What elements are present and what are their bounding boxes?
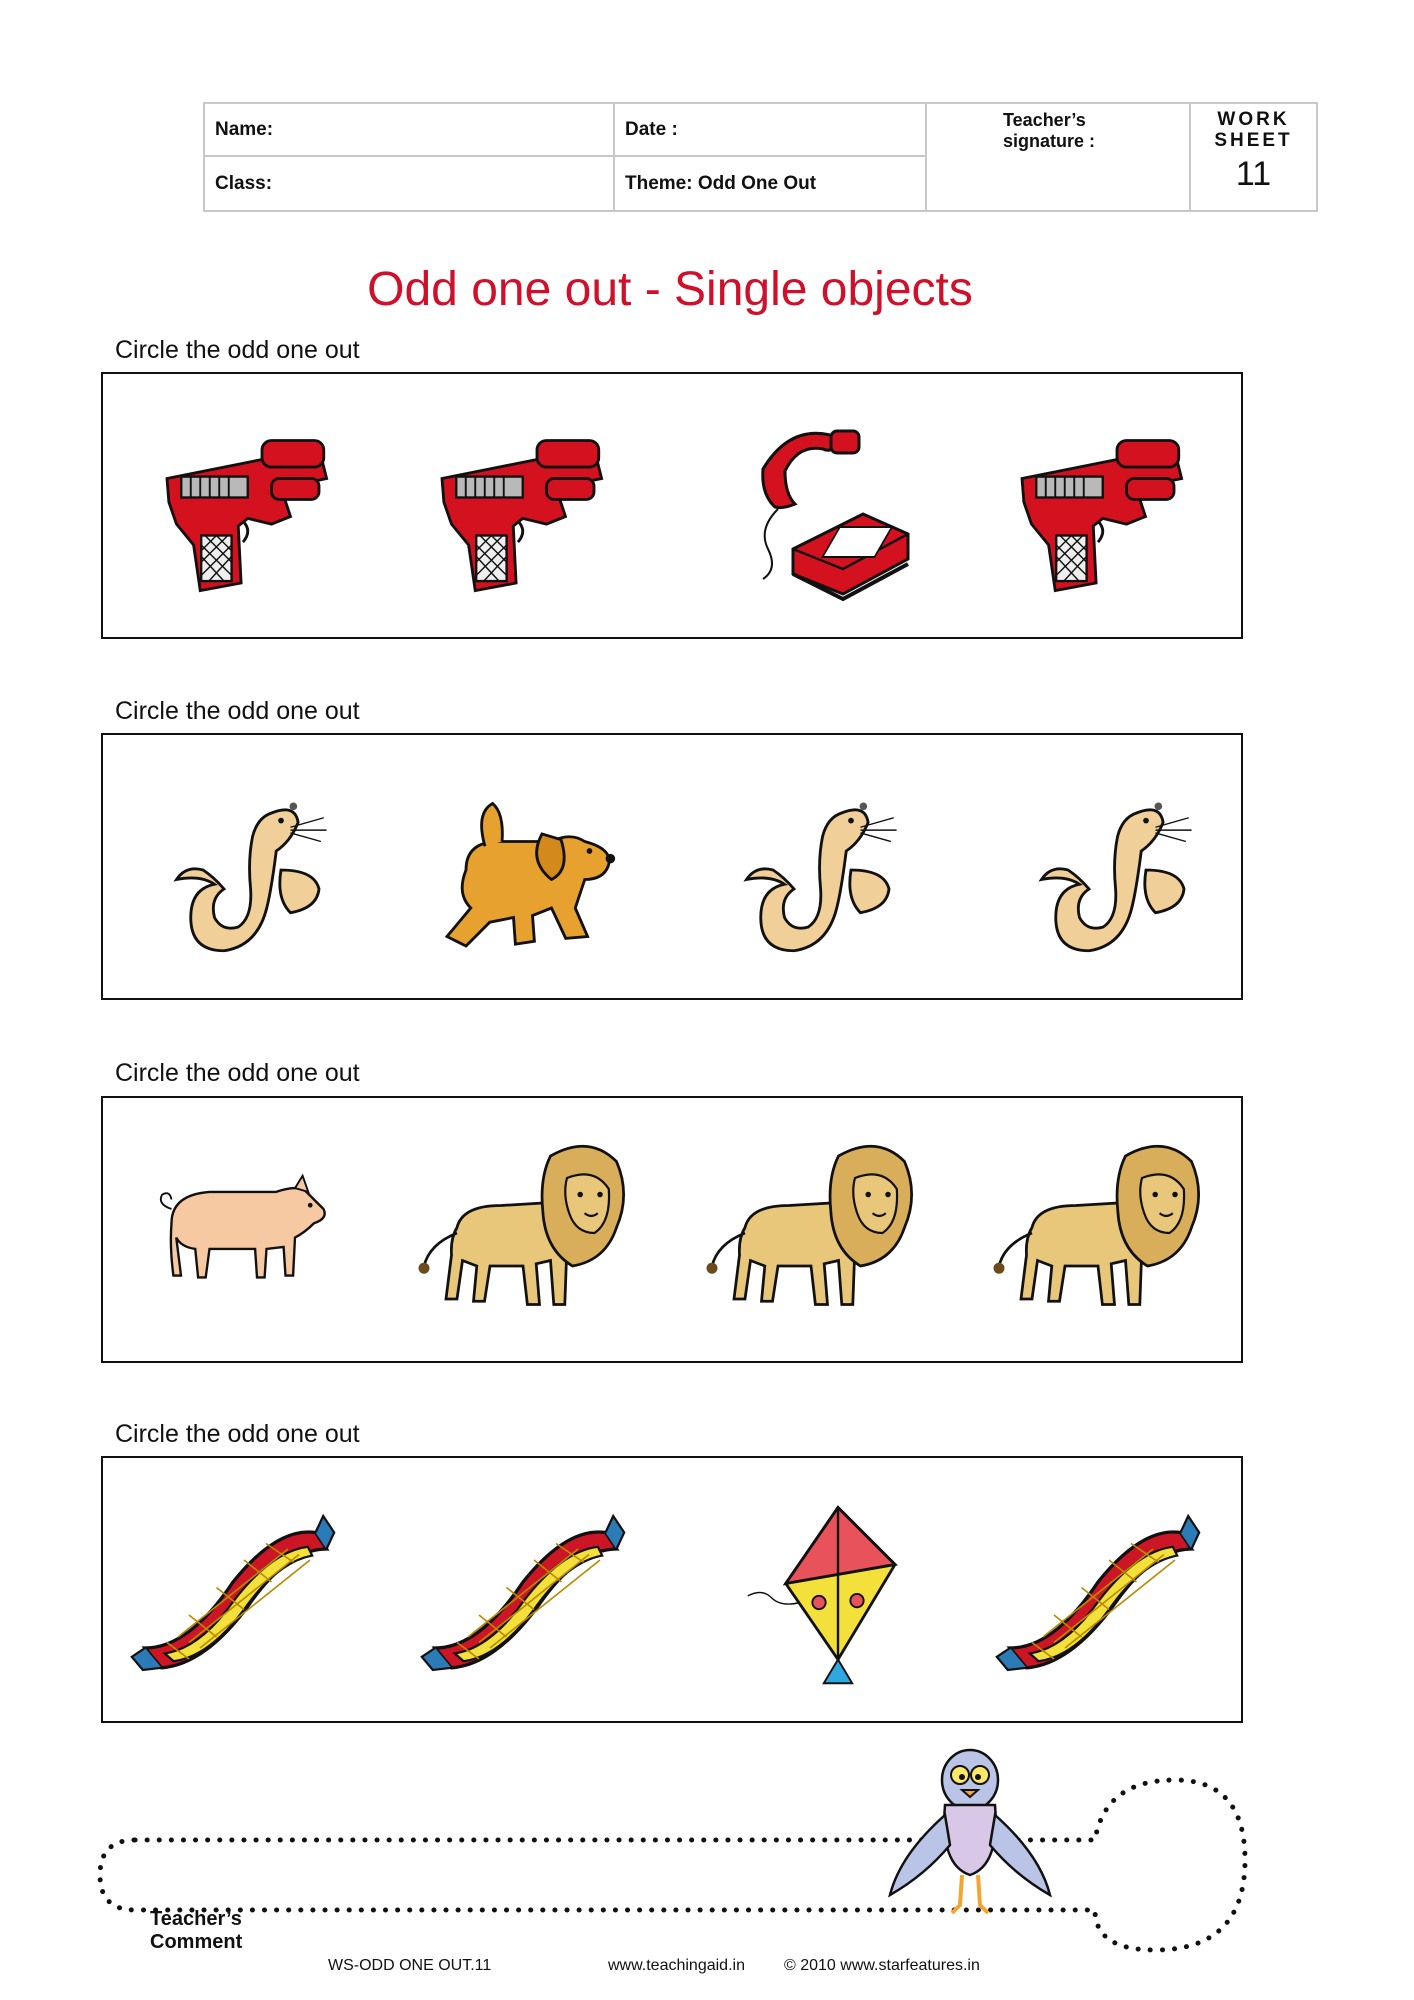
name-label: Name: [215,118,274,140]
signature-label-line2: signature : [1003,131,1096,151]
telephone-icon[interactable] [723,404,923,614]
date-label: Date : [625,118,678,140]
lion-icon[interactable] [691,1123,931,1343]
seal-icon[interactable] [1013,765,1203,975]
gun-icon[interactable] [423,412,613,602]
class-field[interactable] [203,155,615,212]
seal-icon[interactable] [148,765,338,975]
footer-code: WS-ODD ONE OUT.11 [328,1957,492,1974]
kite-icon[interactable] [743,1483,933,1703]
name-field[interactable] [203,102,615,157]
answer-box-row-1 [101,372,1243,639]
date-field[interactable] [613,102,927,157]
worksheet-label-line1: WORK [1217,109,1290,130]
answer-box-row-3 [101,1096,1243,1363]
footer-site-link[interactable]: www.teachingaid.in [608,1957,745,1974]
signature-label-line1: Teacher’s [1003,110,1086,130]
comment-label-line2: Comment [150,1931,243,1953]
answer-box-row-2 [101,733,1243,1000]
carpet-icon[interactable] [978,1483,1218,1703]
comment-label-line1: Teacher’s [150,1908,242,1930]
instruction-row-1: Circle the odd one out [115,336,360,364]
instruction-row-2: Circle the odd one out [115,697,360,725]
signature-field[interactable] [925,102,1191,212]
worksheet-label-line2: SHEET [1214,130,1293,151]
worksheet-number: 11 [1235,155,1272,193]
header-table [203,102,1318,212]
instruction-row-3: Circle the odd one out [115,1059,360,1087]
puppy-icon[interactable] [403,775,643,965]
answer-box-row-4 [101,1456,1243,1723]
page-title: Odd one out - Single objects [367,263,973,316]
theme-cell [613,155,927,212]
class-label: Class: [215,172,273,194]
pig-icon[interactable] [118,1133,358,1323]
comment-dotted-border [95,1760,1275,1960]
theme-label: Theme: Odd One Out [625,172,817,194]
carpet-icon[interactable] [403,1483,643,1703]
carpet-icon[interactable] [113,1483,353,1703]
lion-icon[interactable] [978,1123,1218,1343]
footer-copyright: © 2010 www.starfeatures.in [784,1957,980,1974]
gun-icon[interactable] [148,412,338,602]
worksheet-badge [1189,102,1318,212]
gun-icon[interactable] [1003,412,1193,602]
pigeon-icon [870,1735,1070,1935]
teacher-comment-field[interactable] [150,1908,242,1954]
instruction-row-4: Circle the odd one out [115,1420,360,1448]
lion-icon[interactable] [403,1123,643,1343]
seal-icon[interactable] [718,765,908,975]
